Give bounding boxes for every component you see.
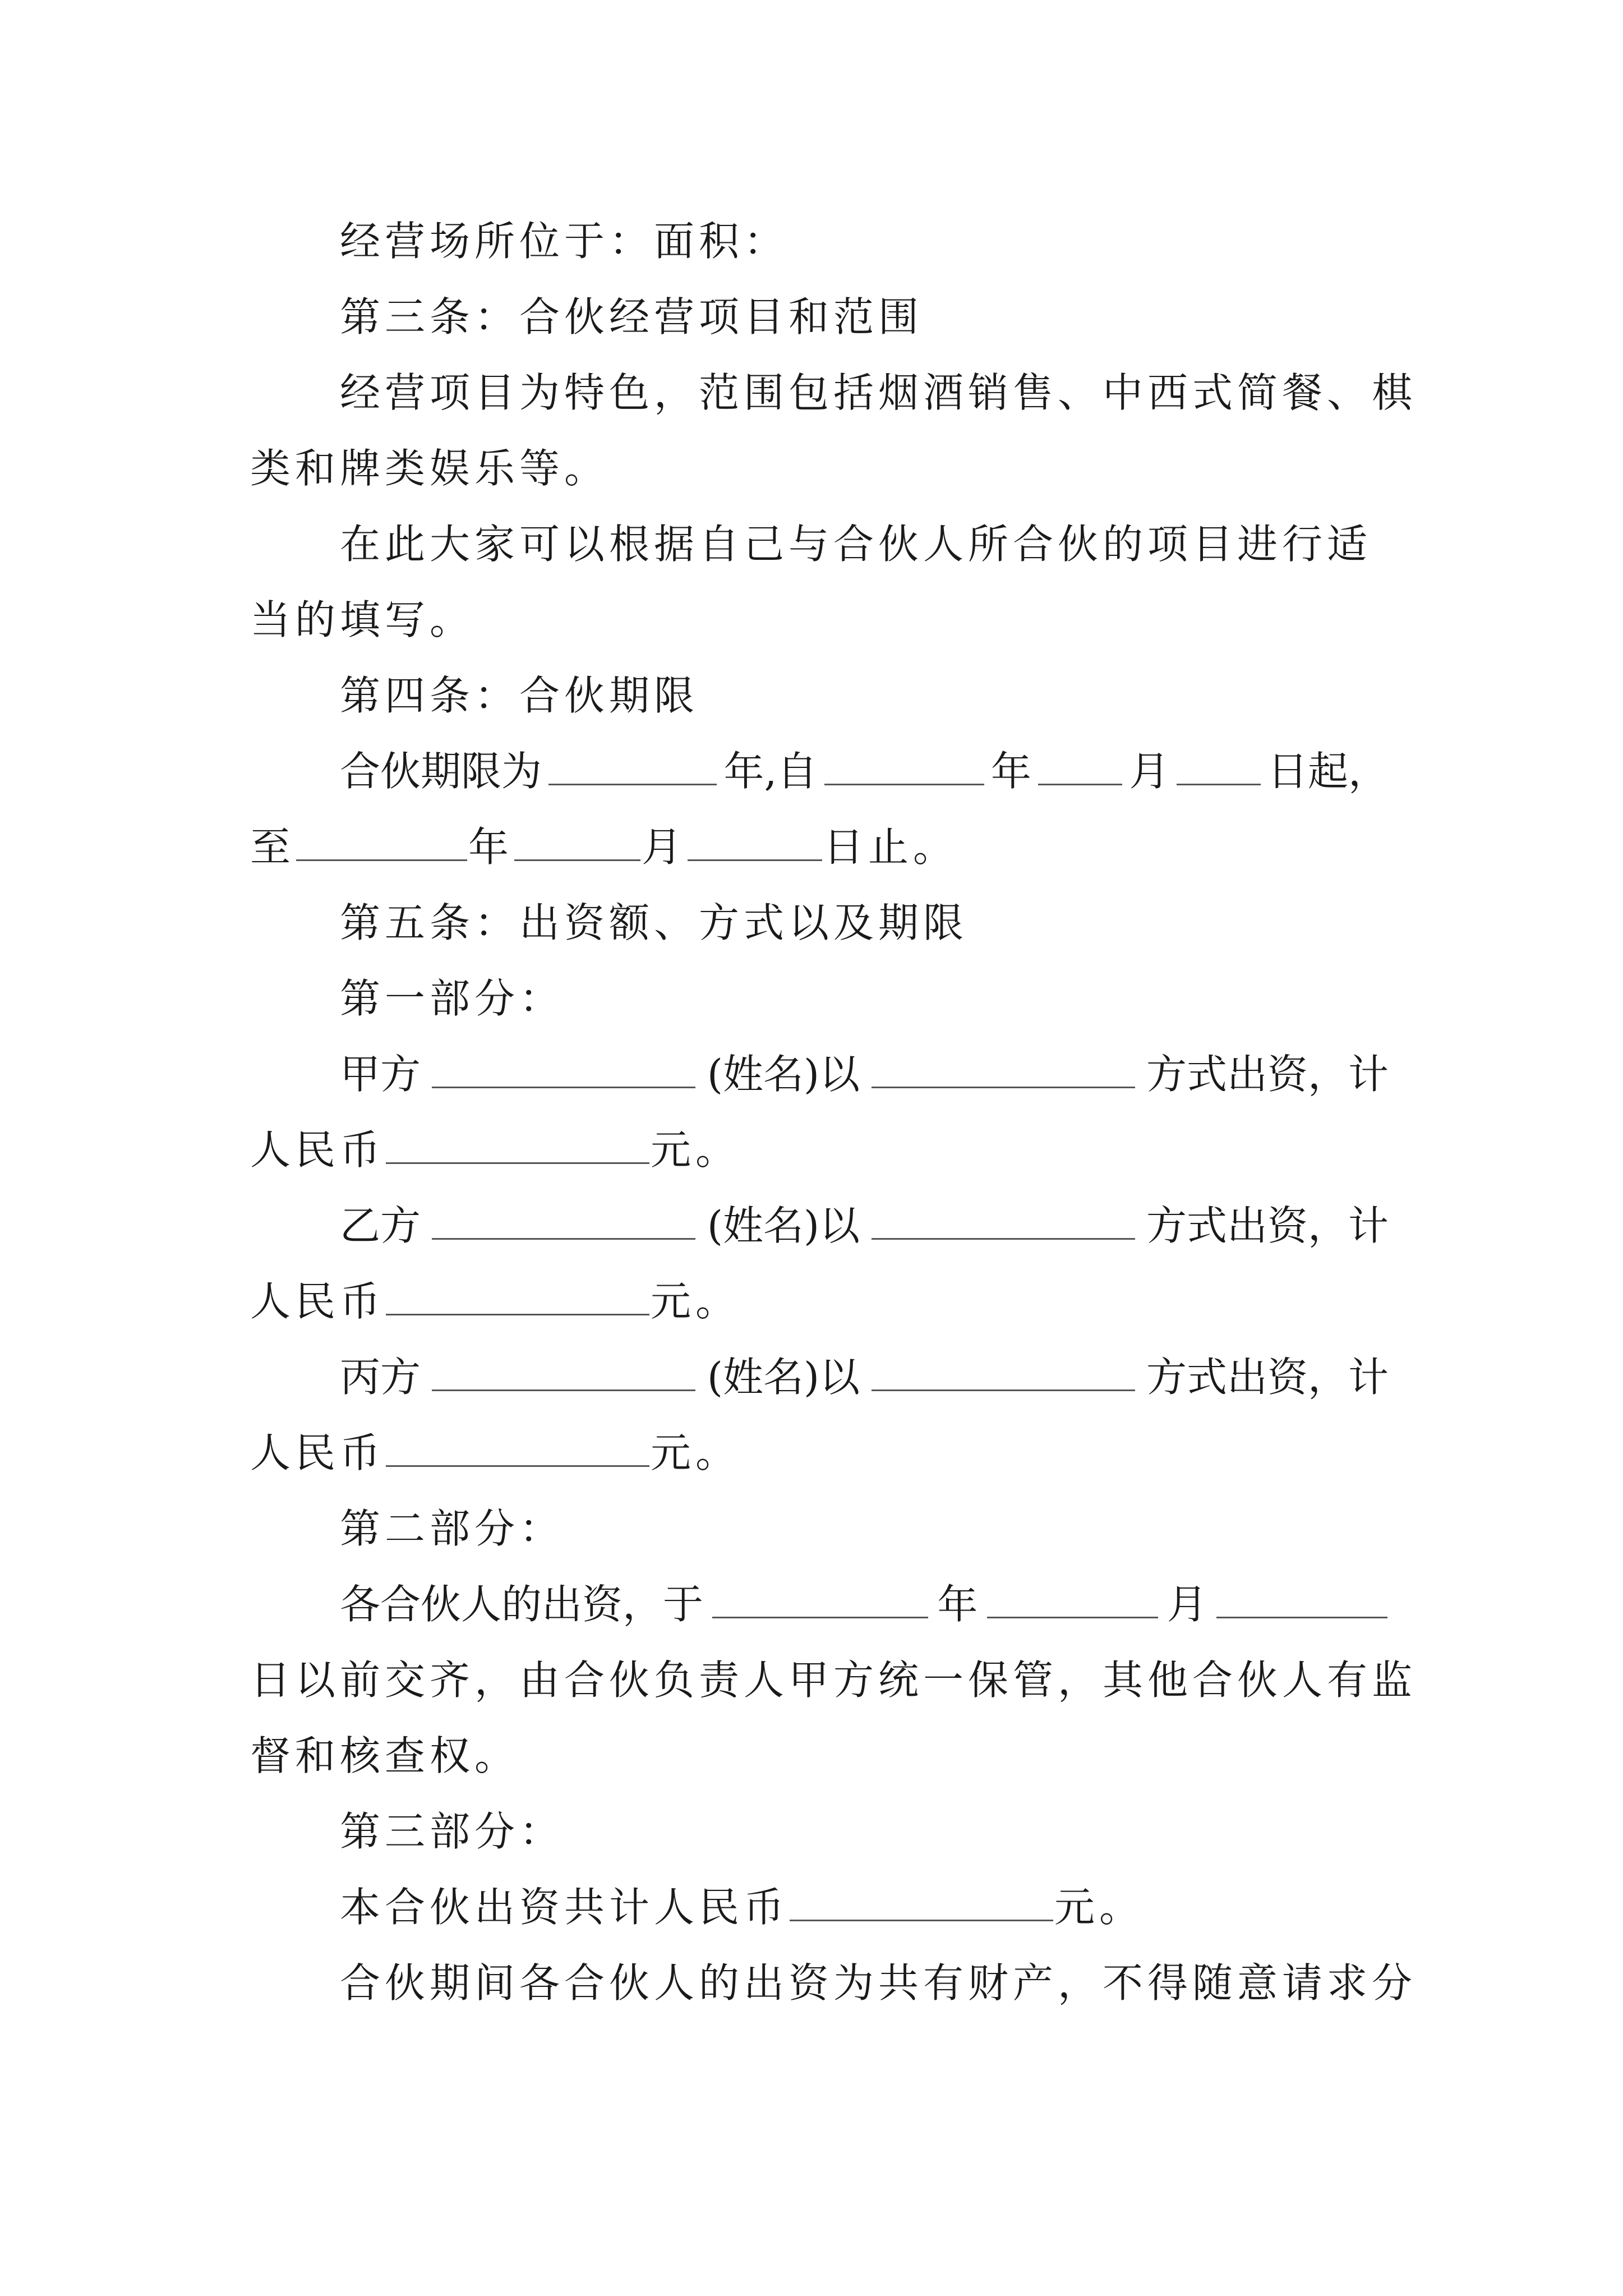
text-line-fill-note: 在此大家可以根据自己与合伙人所合伙的项目进行适 <box>340 521 1372 568</box>
article-5-heading: 第五条：出资额、方式以及期限 <box>340 899 969 946</box>
text-line-business-scope: 经营项目为特色，范围包括烟酒销售、中西式简餐、棋 <box>340 369 1417 416</box>
blank-start-month[interactable] <box>1038 749 1122 785</box>
text-line-term <box>340 743 1389 799</box>
blank-total-amount[interactable] <box>790 1885 1053 1921</box>
blank-end-month[interactable] <box>514 825 640 861</box>
term-label: 合伙期限为 <box>340 748 542 795</box>
term-month: 月 <box>1129 748 1170 795</box>
party-a-name-by: (姓名)以 <box>707 1051 860 1098</box>
blank-contribution-day[interactable] <box>1216 1582 1387 1618</box>
contribution-date-label: 各合伙人的出资，于 <box>340 1581 704 1628</box>
text-line-total-contribution <box>340 1879 1145 1935</box>
term-end-label: 至 <box>250 823 296 871</box>
blank-party-a-method[interactable] <box>872 1052 1135 1088</box>
term-end-year: 年 <box>468 823 514 871</box>
blank-term-years[interactable] <box>548 749 717 785</box>
party-c-yuan: 元。 <box>651 1429 741 1476</box>
text-line-contribution-date <box>340 1576 1389 1632</box>
blank-party-c-amount[interactable] <box>386 1430 649 1467</box>
term-end-month: 月 <box>642 823 687 871</box>
part-3-heading: 第三部分： <box>340 1808 565 1855</box>
text-line-party-c <box>340 1349 1389 1405</box>
party-c-name-by: (姓名)以 <box>707 1354 860 1401</box>
party-c-currency: 人民币 <box>250 1429 385 1476</box>
party-a-currency: 人民币 <box>250 1126 385 1174</box>
blank-party-c-method[interactable] <box>872 1355 1135 1391</box>
text-line-party-b <box>340 1198 1389 1254</box>
party-c-method-label: 方式出资，计 <box>1146 1354 1389 1401</box>
blank-contribution-month[interactable] <box>987 1582 1158 1618</box>
text-line-supervision: 督和核查权。 <box>250 1732 520 1779</box>
text-line-fill-note-cont: 当的填写。 <box>250 596 475 643</box>
blank-party-b-name[interactable] <box>432 1203 695 1240</box>
text-line-party-a-amount <box>250 1122 811 1178</box>
blank-party-a-name[interactable] <box>432 1052 695 1088</box>
text-line-party-a <box>340 1046 1389 1102</box>
blank-party-b-method[interactable] <box>872 1203 1135 1240</box>
blank-party-c-name[interactable] <box>432 1355 695 1391</box>
part-1-heading: 第一部分： <box>340 975 565 1022</box>
party-b-name-by: (姓名)以 <box>707 1202 860 1249</box>
text-line-location: 经营场所位于：面积： <box>340 218 789 265</box>
part-2-heading: 第二部分： <box>340 1505 565 1552</box>
party-b-currency: 人民币 <box>250 1278 385 1325</box>
article-3-heading: 第三条：合伙经营项目和范围 <box>340 293 924 341</box>
text-line-business-scope-cont: 类和牌类娱乐等。 <box>250 445 610 492</box>
blank-end-year[interactable] <box>296 825 467 861</box>
total-contribution-label: 本合伙出资共计人民币 <box>340 1884 789 1931</box>
party-b-yuan: 元。 <box>651 1278 741 1325</box>
party-a-yuan: 元。 <box>651 1126 741 1174</box>
article-4-heading: 第四条：合伙期限 <box>340 672 699 719</box>
blank-start-year[interactable] <box>824 749 984 785</box>
contribution-year: 年 <box>937 1581 978 1628</box>
party-a-method-label: 方式出资，计 <box>1146 1051 1389 1098</box>
text-line-joint-property: 合伙期间各合伙人的出资为共有财产，不得随意请求分 <box>340 1959 1417 2007</box>
contribution-month: 月 <box>1166 1581 1207 1628</box>
party-a-label: 甲方 <box>340 1051 421 1098</box>
party-c-label: 丙方 <box>340 1354 421 1401</box>
text-line-contribution-deadline: 日以前交齐，由合伙负责人甲方统一保管，其他合伙人有监 <box>250 1657 1417 1704</box>
party-b-label: 乙方 <box>340 1202 421 1249</box>
term-year: 年 <box>990 748 1031 795</box>
total-contribution-yuan: 元。 <box>1054 1884 1145 1931</box>
term-end-day: 日止。 <box>823 823 958 871</box>
blank-party-b-amount[interactable] <box>386 1279 649 1315</box>
text-line-party-b-amount <box>250 1273 811 1329</box>
text-line-term-end <box>250 819 979 875</box>
term-year-from: 年,自 <box>723 748 818 795</box>
party-b-method-label: 方式出资，计 <box>1146 1202 1389 1249</box>
blank-start-day[interactable] <box>1177 749 1261 785</box>
text-line-party-c-amount <box>250 1425 811 1481</box>
blank-party-a-amount[interactable] <box>386 1128 649 1164</box>
blank-end-day[interactable] <box>688 825 822 861</box>
blank-contribution-year[interactable] <box>712 1582 928 1618</box>
term-day-start: 日起， <box>1267 748 1389 795</box>
